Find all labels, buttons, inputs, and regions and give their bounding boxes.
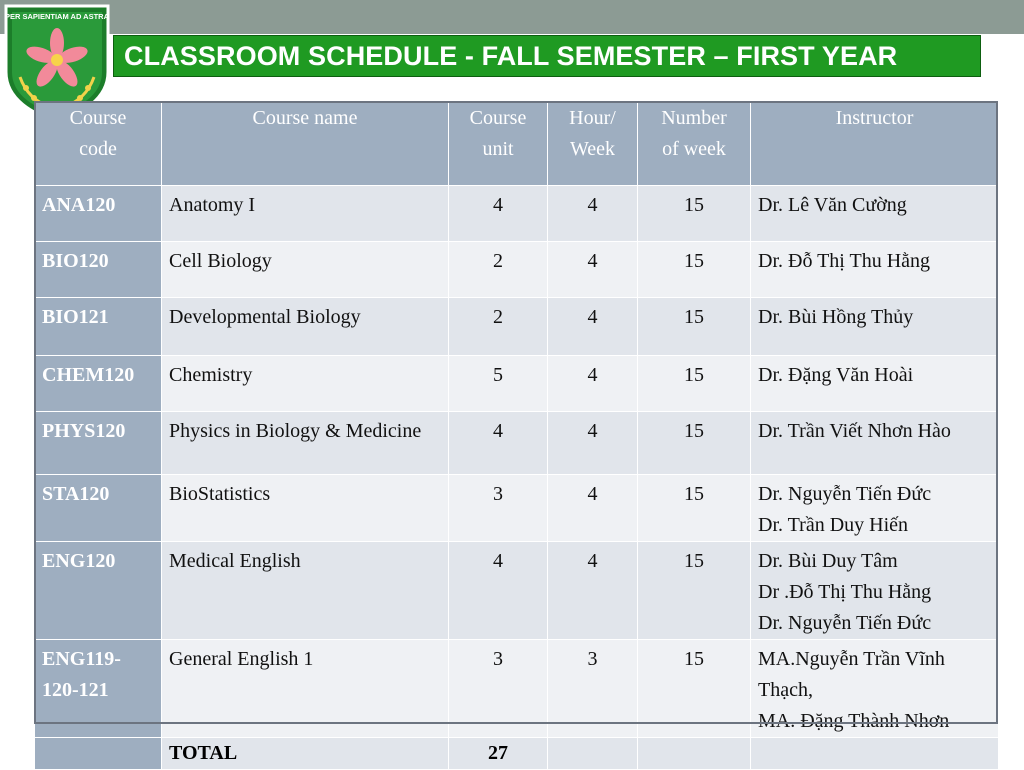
schedule-table xyxy=(34,101,999,770)
hours-per-week: 4 xyxy=(548,475,638,542)
instructor-cell xyxy=(751,412,999,475)
hours-per-week: 4 xyxy=(548,186,638,242)
header-course-code: Course code xyxy=(35,102,162,186)
total-blank-cell xyxy=(638,738,751,770)
course-code: ANA120 xyxy=(35,186,162,242)
instructor-name: Dr. Nguyễn Tiến Đức xyxy=(758,483,932,505)
instructor-name: Dr .Đỗ Thị Thu Hằng xyxy=(758,581,932,603)
course-unit: 4 xyxy=(449,186,548,242)
course-unit: 4 xyxy=(449,542,548,640)
instructor-name: Dr. Nguyễn Tiến Đức xyxy=(758,612,932,634)
instructor-name: Dr. Bùi Duy Tâm xyxy=(758,550,898,572)
total-row xyxy=(35,738,999,770)
instructor-name: Dr. Đặng Văn Hoài xyxy=(758,364,914,386)
table-row xyxy=(35,542,999,640)
hours-per-week: 4 xyxy=(548,542,638,640)
instructor-name: Dr. Đỗ Thị Thu Hằng xyxy=(758,250,931,272)
course-code: STA120 xyxy=(35,475,162,542)
instructor-cell xyxy=(751,186,999,242)
instructor-cell xyxy=(751,242,999,298)
total-units-value: 27 xyxy=(449,738,548,770)
course-name: Anatomy I xyxy=(162,186,449,242)
table-header-row xyxy=(35,102,999,186)
number-of-weeks: 15 xyxy=(638,242,751,298)
instructor-name: Dr. Lê Văn Cường xyxy=(758,194,907,216)
top-banner xyxy=(0,0,1024,34)
hours-per-week: 4 xyxy=(548,356,638,412)
number-of-weeks: 15 xyxy=(638,475,751,542)
instructor-name: MA. Đặng Thành Nhơn xyxy=(758,710,950,732)
header-hour-week: Hour/ Week xyxy=(548,102,638,186)
course-name: Developmental Biology xyxy=(162,298,449,356)
course-unit: 2 xyxy=(449,242,548,298)
table-row xyxy=(35,412,999,475)
course-unit: 4 xyxy=(449,412,548,475)
course-unit: 2 xyxy=(449,298,548,356)
table-row xyxy=(35,356,999,412)
course-code: ENG120 xyxy=(35,542,162,640)
table-row xyxy=(35,186,999,242)
header-course-unit: Course unit xyxy=(449,102,548,186)
course-code: BIO121 xyxy=(35,298,162,356)
instructor-cell xyxy=(751,356,999,412)
number-of-weeks: 15 xyxy=(638,640,751,738)
hours-per-week: 4 xyxy=(548,242,638,298)
instructor-cell xyxy=(751,475,999,542)
course-name: Medical English xyxy=(162,542,449,640)
number-of-weeks: 15 xyxy=(638,186,751,242)
hours-per-week: 3 xyxy=(548,640,638,738)
course-unit: 5 xyxy=(449,356,548,412)
instructor-name: Dr. Trần Duy Hiến xyxy=(758,514,909,536)
table-row xyxy=(35,242,999,298)
instructor-name: Dr. Bùi Hồng Thủy xyxy=(758,306,914,328)
course-name: Chemistry xyxy=(162,356,449,412)
course-code: CHEM120 xyxy=(35,356,162,412)
hours-per-week: 4 xyxy=(548,412,638,475)
instructor-cell xyxy=(751,298,999,356)
course-unit: 3 xyxy=(449,640,548,738)
instructor-name: Dr. Trần Viết Nhơn Hào xyxy=(758,420,951,442)
course-name: Cell Biology xyxy=(162,242,449,298)
total-label: TOTAL xyxy=(162,738,449,770)
instructor-name: MA.Nguyễn Trần Vĩnh Thạch, xyxy=(758,648,945,701)
number-of-weeks: 15 xyxy=(638,542,751,640)
header-number-of-week: Number of week xyxy=(638,102,751,186)
number-of-weeks: 15 xyxy=(638,298,751,356)
course-unit: 3 xyxy=(449,475,548,542)
logo-motto: PER SAPIENTIAM AD ASTRA xyxy=(4,12,110,21)
course-name: BioStatistics xyxy=(162,475,449,542)
total-blank-cell xyxy=(548,738,638,770)
hours-per-week: 4 xyxy=(548,298,638,356)
table-row xyxy=(35,298,999,356)
page-title: CLASSROOM SCHEDULE - FALL SEMESTER – FIRST YEAR xyxy=(124,40,898,71)
instructor-cell xyxy=(751,640,999,738)
total-blank-cell xyxy=(35,738,162,770)
number-of-weeks: 15 xyxy=(638,412,751,475)
instructor-cell xyxy=(751,542,999,640)
course-code: PHYS120 xyxy=(35,412,162,475)
title-banner xyxy=(113,35,981,77)
header-instructor: Instructor xyxy=(751,102,999,186)
course-code: BIO120 xyxy=(35,242,162,298)
header-course-name: Course name xyxy=(162,102,449,186)
course-code: ENG119-120-121 xyxy=(35,640,162,738)
table-row xyxy=(35,475,999,542)
number-of-weeks: 15 xyxy=(638,356,751,412)
total-blank-cell xyxy=(751,738,999,770)
course-name: General English 1 xyxy=(162,640,449,738)
table-row xyxy=(35,640,999,738)
course-name: Physics in Biology & Medicine xyxy=(162,412,449,475)
